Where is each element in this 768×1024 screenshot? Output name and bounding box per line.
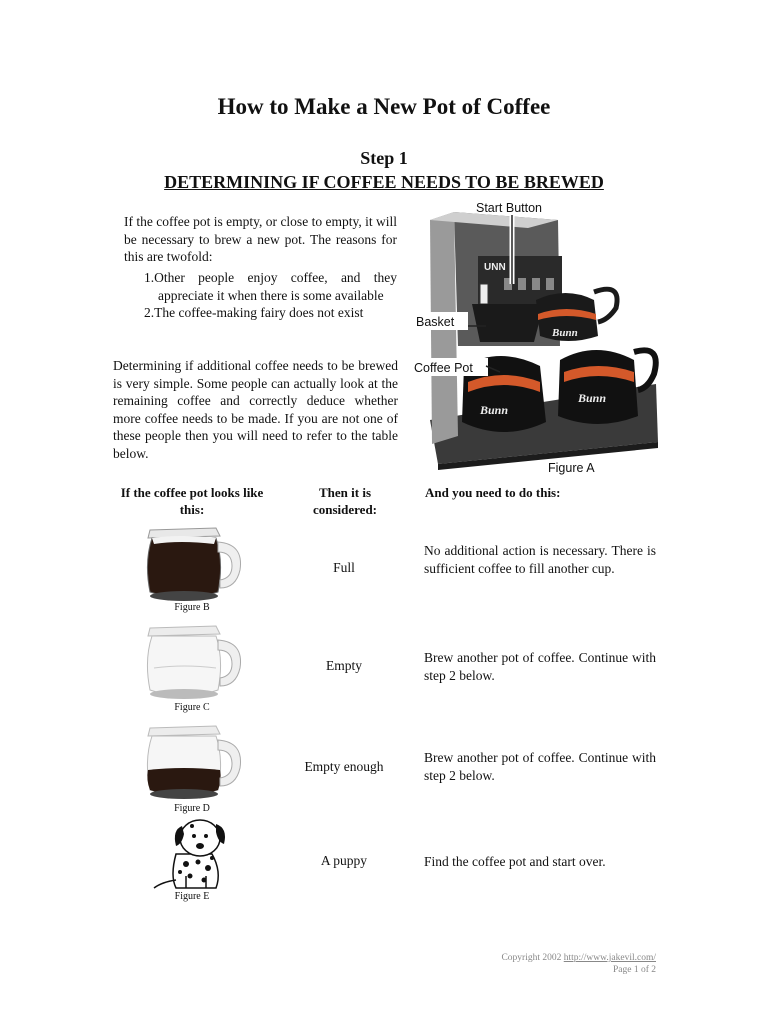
- body-paragraph: Determining if additional coffee needs to be brewed is very simple. Some people can actually look at the remaining coffee and correctly deduce whether more coffee needs to be made. If you are not one of these people then you will need to refer to the table below.: [113, 358, 398, 461]
- action-a-puppy: Find the coffee pot and start over.: [424, 854, 606, 869]
- coffee-pot-label: Coffee Pot: [414, 361, 473, 375]
- machine-brand-text: UNN: [484, 262, 506, 273]
- state-empty: Empty: [326, 658, 362, 673]
- footer-page-number: Page 1 of 2: [612, 965, 656, 975]
- website-link[interactable]: http://www.jakevil.com/: [563, 953, 656, 963]
- page-title: How to Make a New Pot of Coffee: [217, 94, 551, 119]
- pot-brand-text: Bunn: [578, 391, 607, 405]
- full-coffee-pot-image: [140, 522, 250, 604]
- copyright-text: Copyright 2002: [501, 953, 564, 963]
- table-header-action: And you need to do this:: [425, 485, 561, 500]
- intro-paragraph: If the coffee pot is empty, or close to empty, it will be necessary to brew a new pot. The reasons for this are twofold:: [124, 214, 397, 264]
- pot-brand-text: Bunn: [480, 403, 509, 417]
- step-label: Step 1: [360, 148, 408, 168]
- action-empty: Brew another pot of coffee. Continue with step 2 below.: [424, 650, 656, 683]
- figure-b-caption: Figure B: [174, 602, 210, 613]
- start-button-label: Start Button: [476, 201, 543, 215]
- puppy-image: [150, 814, 236, 892]
- figure-a-caption: Figure A: [548, 461, 595, 475]
- empty-enough-coffee-pot-image: [140, 720, 250, 802]
- reason-item: 2.The coffee-making fairy does not exist: [144, 305, 364, 320]
- reasons-list: [144, 269, 397, 322]
- action-full: No additional action is necessary. There is sufficient coffee to fill another cup.: [424, 543, 656, 576]
- state-empty-enough: Empty enough: [304, 759, 384, 774]
- pot-brand-text: Bunn: [552, 327, 578, 339]
- figure-e-caption: Figure E: [174, 891, 210, 902]
- state-full: Full: [333, 560, 355, 575]
- figure-d-caption: Figure D: [174, 803, 210, 814]
- action-empty-enough: Brew another pot of coffee. Continue with step 2 below.: [424, 750, 656, 783]
- empty-coffee-pot-image: [140, 620, 250, 702]
- coffee-machine-illustration: [408, 196, 670, 480]
- basket-label: Basket: [416, 315, 455, 329]
- reason-item: 1.Other people enjoy coffee, and they appreciate it when there is some available: [144, 270, 397, 303]
- table-header-look: If the coffee pot looks like this:: [120, 485, 264, 517]
- table-header-considered: Then it is considered:: [312, 485, 378, 517]
- figure-a-coffee-machine: [408, 196, 670, 480]
- step-heading: DETERMINING IF COFFEE NEEDS TO BE BREWED: [164, 172, 604, 192]
- figure-c-caption: Figure C: [174, 702, 210, 713]
- footer-copyright: [501, 953, 656, 963]
- state-a-puppy: A puppy: [320, 853, 368, 868]
